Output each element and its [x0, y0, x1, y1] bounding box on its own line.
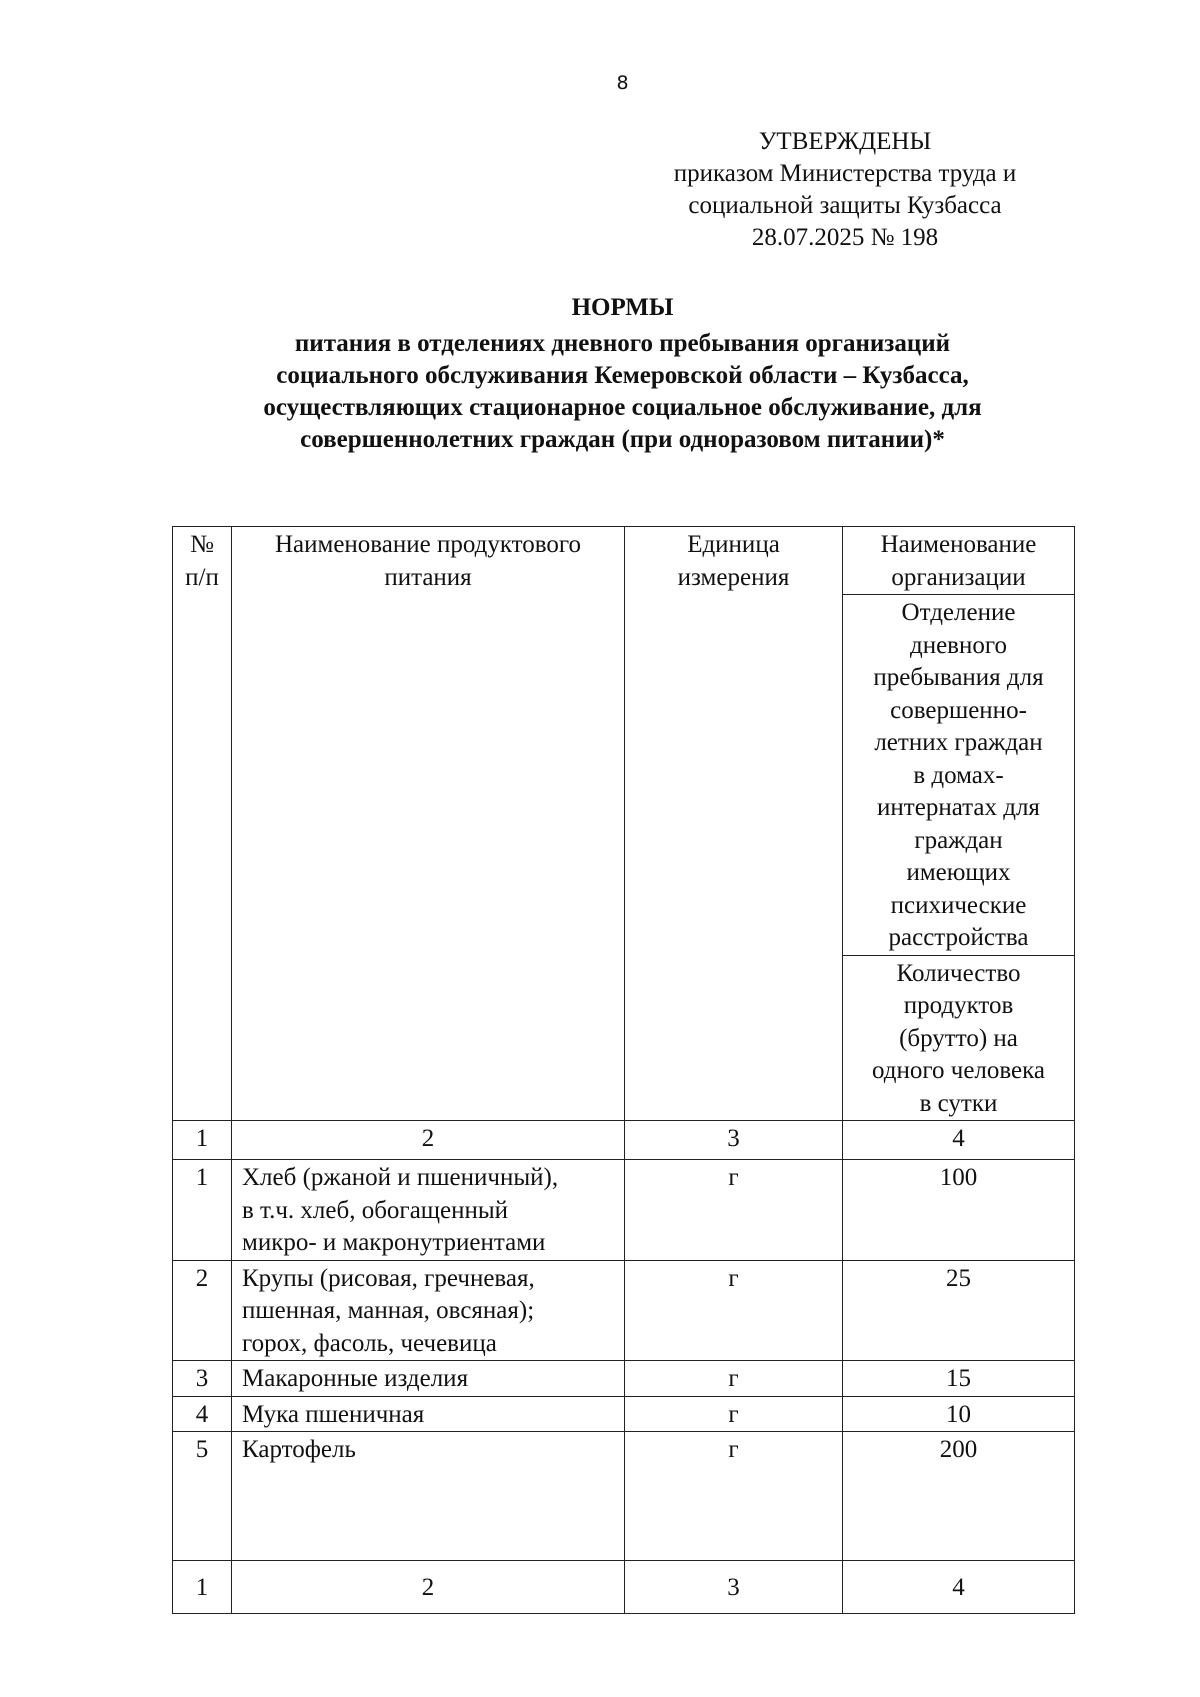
- row-number: 3: [173, 1361, 232, 1397]
- row-number: 1: [173, 1160, 232, 1261]
- unit: г: [625, 1432, 843, 1561]
- table-row: [173, 1361, 1075, 1397]
- header-row: [173, 527, 1075, 595]
- row-number: 4: [173, 1396, 232, 1432]
- nutrition-norms-table: [172, 526, 1075, 1614]
- column-number: 3: [625, 1561, 843, 1614]
- row-number: 5: [173, 1432, 232, 1561]
- column-number-row-repeat: [173, 1561, 1075, 1614]
- header-department: Отделение дневного пребывания для совершенно- летних граждан в домах- интернатах для граждан имеющих психические расстройства: [843, 595, 1075, 956]
- column-number: 1: [173, 1121, 232, 1160]
- approval-line: приказом Министерства труда и: [673, 160, 1017, 187]
- column-number-row: [173, 1121, 1075, 1160]
- unit: г: [625, 1361, 843, 1397]
- product-name: Мука пшеничная: [232, 1396, 625, 1432]
- quantity: 10: [843, 1396, 1075, 1432]
- unit: г: [625, 1260, 843, 1361]
- column-number: 1: [173, 1561, 232, 1614]
- column-number: 3: [625, 1121, 843, 1160]
- table-row: [173, 1396, 1075, 1432]
- approval-block: [620, 126, 1070, 254]
- product-name: Крупы (рисовая, гречневая, пшенная, манная, овсяная); горох, фасоль, чечевица: [232, 1260, 625, 1361]
- approval-line: социальной защиты Кузбасса: [688, 192, 1002, 219]
- header-organization: Наименование организации: [843, 527, 1075, 595]
- subtitle-line: осуществляющих стационарное социальное обслуживание, для: [263, 394, 982, 421]
- product-name: Макаронные изделия: [232, 1361, 625, 1397]
- product-name: Хлеб (ржаной и пшеничный), в т.ч. хлеб, обогащенный микро- и макронутриентами: [232, 1160, 625, 1261]
- subtitle-line: социального обслуживания Кемеровской области – Кузбасса,: [276, 362, 969, 389]
- quantity: 15: [843, 1361, 1075, 1397]
- column-number: 2: [232, 1561, 625, 1614]
- column-number: 4: [843, 1561, 1075, 1614]
- unit: г: [625, 1396, 843, 1432]
- unit: г: [625, 1160, 843, 1261]
- approval-date-number: 28.07.2025 № 198: [751, 224, 939, 251]
- page-number: 8: [616, 72, 629, 94]
- quantity: 100: [843, 1160, 1075, 1261]
- document-subtitle: [160, 328, 1085, 456]
- document-title: НОРМЫ: [571, 294, 674, 321]
- table-row: [173, 1260, 1075, 1361]
- header-quantity: Количество продуктов (брутто) на одного человека в сутки: [843, 955, 1075, 1121]
- product-name: Картофель: [232, 1432, 625, 1561]
- approval-title: УТВЕРЖДЕНЫ: [758, 128, 932, 155]
- header-number: № п/п: [173, 527, 232, 1121]
- table-row: [173, 1160, 1075, 1261]
- quantity: 200: [843, 1432, 1075, 1561]
- header-unit: Единица измерения: [625, 527, 843, 1121]
- subtitle-line: совершеннолетних граждан (при одноразовом питании)*: [300, 426, 945, 453]
- column-number: 2: [232, 1121, 625, 1160]
- quantity: 25: [843, 1260, 1075, 1361]
- subtitle-line: питания в отделениях дневного пребывания организаций: [294, 330, 951, 357]
- table-row: [173, 1432, 1075, 1561]
- header-product: Наименование продуктового питания: [232, 527, 625, 1121]
- row-number: 2: [173, 1260, 232, 1361]
- column-number: 4: [843, 1121, 1075, 1160]
